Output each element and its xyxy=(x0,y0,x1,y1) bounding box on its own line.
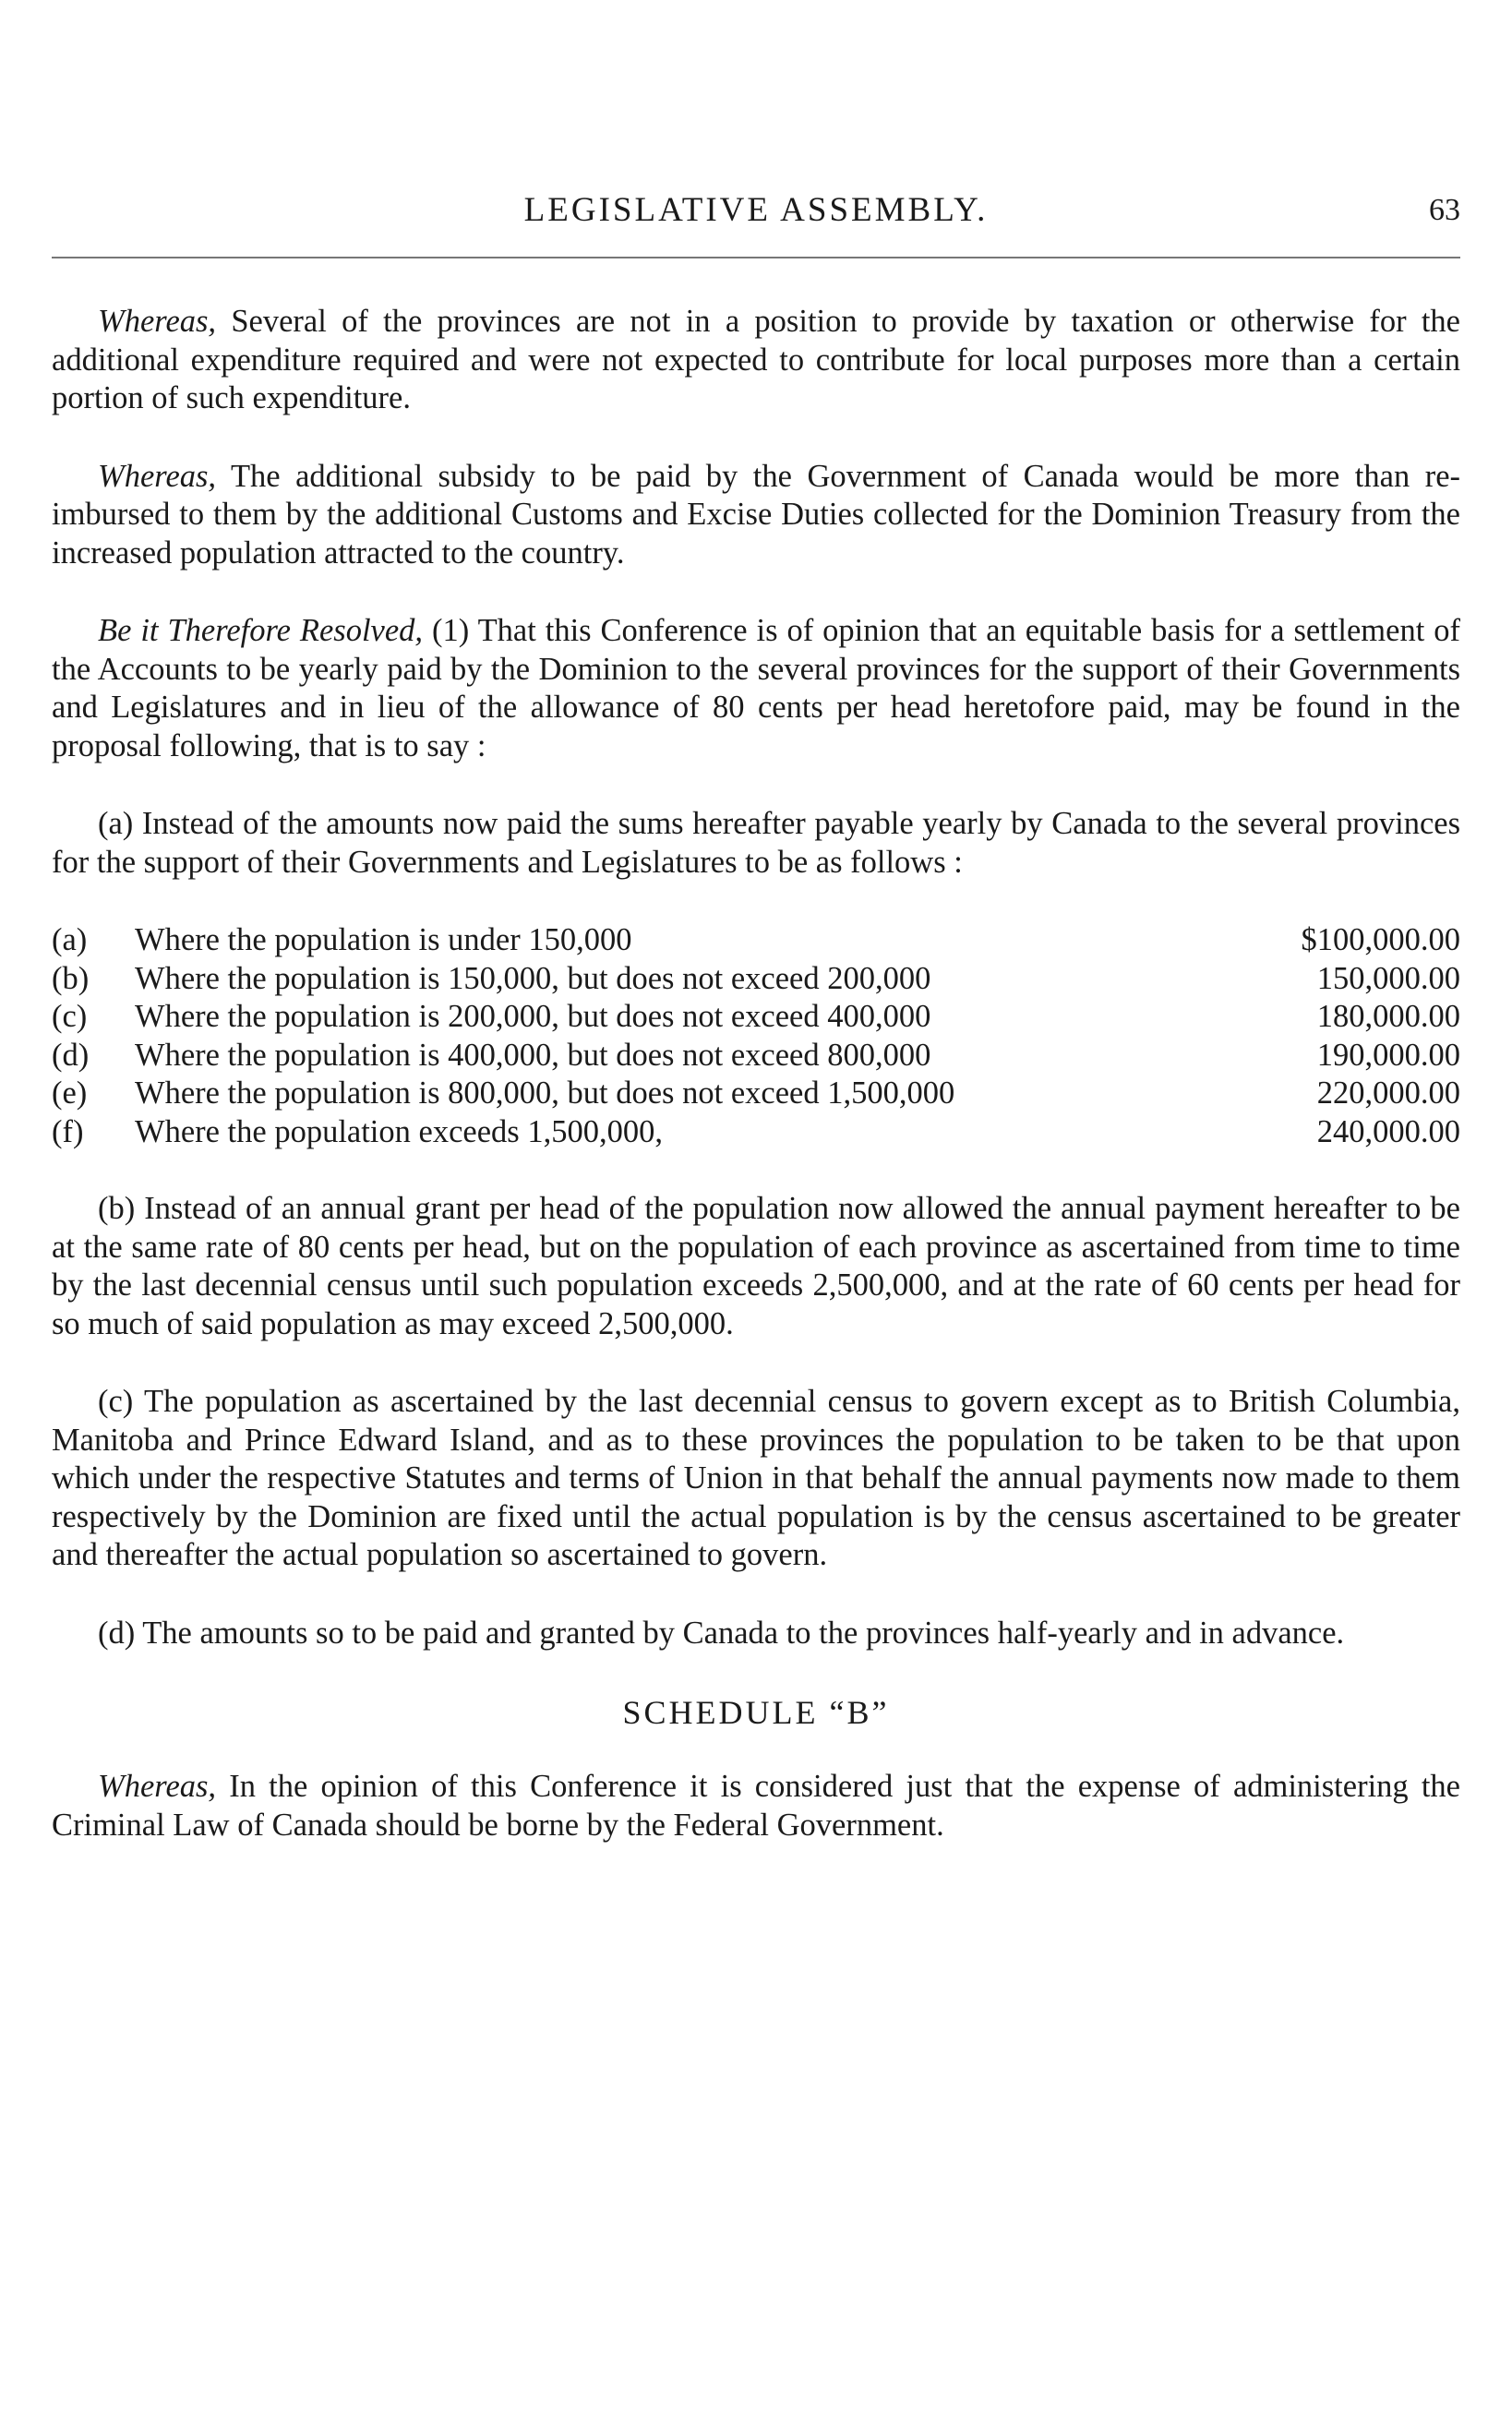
paragraph-b xyxy=(52,1190,1460,1343)
row-label: (d) xyxy=(52,1037,90,1073)
paragraph-text: Several of the provinces are not in a position to provide by taxation or otherwise for the additional expenditure required and were not expected to contribute for local purposes more than a certain portion of such expenditure. xyxy=(52,304,1460,415)
paragraph-text: The additional subsidy to be paid by the Government of Canada would be more than re-imbursed to them by the additional Customs and Excise Duties collected for the Dominion Treasury from the increased population attracted to the country. xyxy=(52,458,1460,571)
paragraph-text: (d) The amounts so to be paid and granted by Canada to the provinces half-yearly and in advance. xyxy=(98,1615,1345,1651)
table-row xyxy=(52,1037,1460,1075)
paragraph-resolved xyxy=(52,612,1460,765)
paragraph-whereas-taxation xyxy=(52,303,1460,418)
row-text: Where the population is 150,000, but does not exceed 200,000 xyxy=(135,960,931,996)
paragraph-text: In the opinion of this Conference it is considered just that the expense of administering the Criminal Law of Canada should be borne by the Federal Government. xyxy=(52,1769,1460,1843)
paragraph-schedule-b xyxy=(52,1768,1460,1844)
page-number: 63 xyxy=(1429,193,1460,227)
paragraph-d xyxy=(52,1615,1460,1653)
paragraph-whereas-subsidy xyxy=(52,458,1460,573)
row-amount: 220,000.00 xyxy=(1316,1075,1460,1111)
paragraph-text: (1) That this Conference is of opinion that an equitable basis for a settlement of the Accounts to be yearly paid by the Dominion to the several provinces for the support of their Governments and Legislatures and in lieu of the allowance of 80 cents per head heretofore paid, may be found in the proposal following, that is to say : xyxy=(52,613,1460,763)
paragraph-c xyxy=(52,1383,1460,1575)
table-row xyxy=(52,1075,1460,1113)
paragraph-lead: Whereas, xyxy=(98,458,217,494)
row-text: Where the population is under 150,000 xyxy=(135,922,632,957)
paragraph-lead: Be it Therefore Resolved, xyxy=(98,613,424,648)
row-label: (f) xyxy=(52,1113,84,1149)
table-row xyxy=(52,921,1460,960)
paragraph-a xyxy=(52,805,1460,882)
allowance-table xyxy=(52,921,1460,1151)
row-text: Where the population is 800,000, but does not exceed 1,500,000 xyxy=(135,1075,955,1111)
body-text xyxy=(52,303,1460,1884)
table-row xyxy=(52,998,1460,1037)
header-rule xyxy=(52,257,1460,258)
row-text: Where the population exceeds 1,500,000, xyxy=(135,1113,663,1149)
row-amount: 150,000.00 xyxy=(1316,960,1460,996)
row-label: (e) xyxy=(52,1075,88,1111)
row-amount: 180,000.00 xyxy=(1316,999,1460,1034)
header-title: LEGISLATIVE ASSEMBLY. xyxy=(523,191,989,229)
row-amount: $100,000.00 xyxy=(1301,922,1460,957)
row-amount: 240,000.00 xyxy=(1316,1113,1460,1149)
paragraph-text: (c) The population as ascertained by the last decennial census to govern except as to British Columbia, Manitoba and Prince Edward Island, and as to these provinces the population to be taken to be that upon which under the respective Statutes and terms of Union in that behalf the annual payments now made to them respectively by the Dominion are fixed until the actual population is by the census ascertained to be greater and thereafter the actual population so ascertained to govern. xyxy=(52,1384,1460,1572)
row-label: (a) xyxy=(52,922,88,957)
row-text: Where the population is 400,000, but does not exceed 800,000 xyxy=(135,1037,931,1073)
paragraph-lead: Whereas, xyxy=(98,304,217,339)
row-text: Where the population is 200,000, but does not exceed 400,000 xyxy=(135,999,931,1034)
paragraph-lead: Whereas, xyxy=(98,1769,217,1804)
schedule-b-heading: SCHEDULE “B” xyxy=(622,1694,890,1731)
row-label: (b) xyxy=(52,960,90,996)
row-amount: 190,000.00 xyxy=(1316,1037,1460,1073)
row-label: (c) xyxy=(52,999,88,1034)
paragraph-text: (b) Instead of an annual grant per head of the population now allowed the annual payment hereafter to be at the same rate of 80 cents per head, but on the population of each province as ascertained from time to time by the last decennial census until such population exceeds 2,500,000, and at the rate of 60 cents per head for so much of said population as may exceed 2,500,000. xyxy=(52,1191,1460,1341)
running-header xyxy=(52,183,1460,238)
paragraph-text: (a) Instead of the amounts now paid the sums hereafter payable yearly by Canada to the several provinces for the support of their Governments and Legislatures to be as follows : xyxy=(52,806,1460,880)
table-row xyxy=(52,1113,1460,1152)
table-row xyxy=(52,960,1460,999)
